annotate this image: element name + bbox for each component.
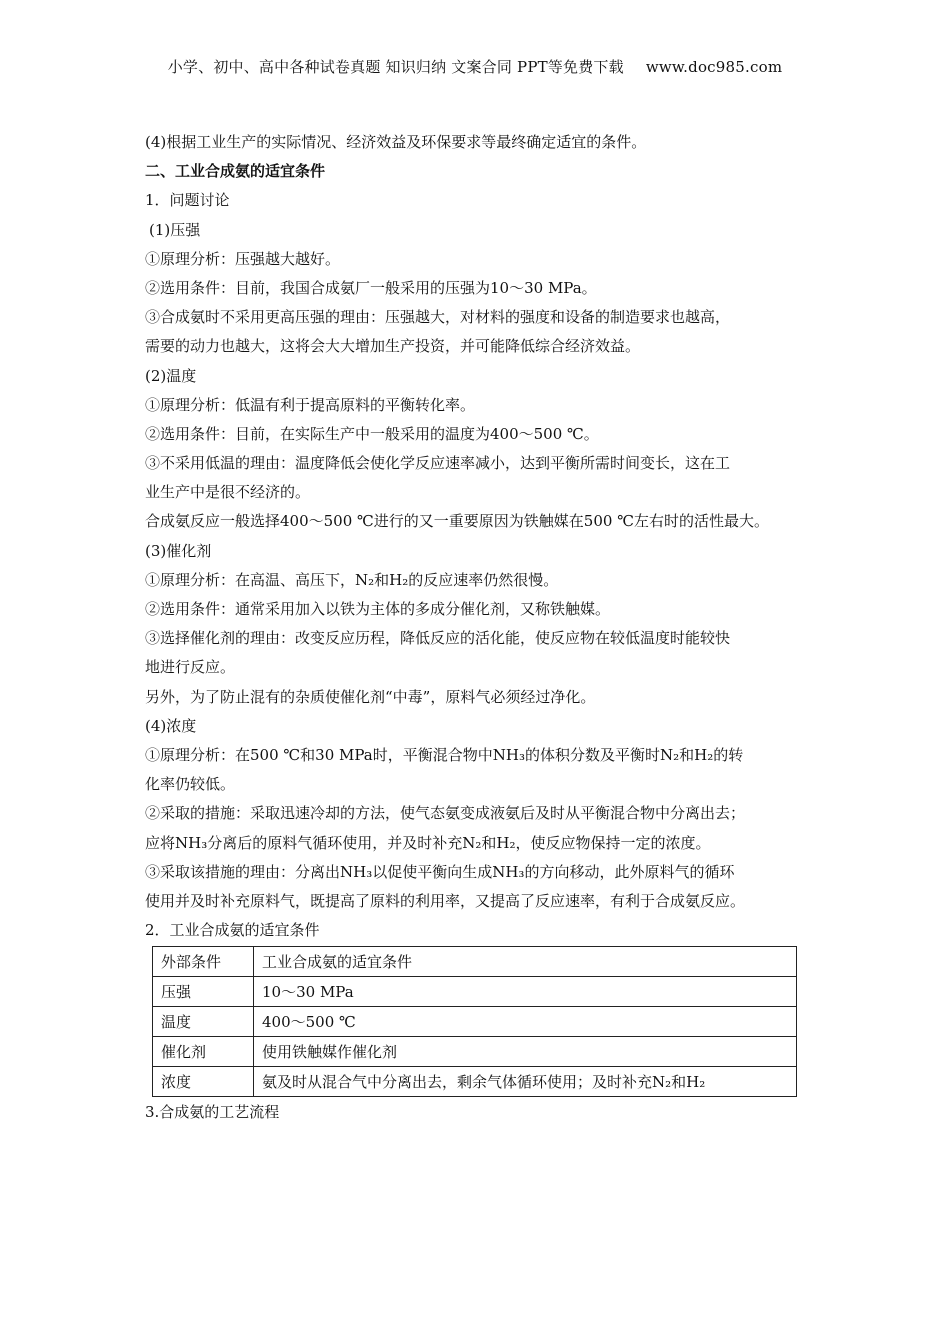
table-header-row xyxy=(153,947,797,977)
table-row xyxy=(153,1007,797,1037)
table-cell: 氨及时从混合气中分离出去，剩余气体循环使用；及时补充N₂和H₂ xyxy=(254,1067,797,1097)
paragraph-line: ③选择催化剂的理由：改变反应历程，降低反应的活化能，使反应物在较低温度时能较快 xyxy=(145,629,731,648)
paragraph-line: ①原理分析：低温有利于提高原料的平衡转化率。 xyxy=(145,395,476,414)
paragraph-line: 化率仍较低。 xyxy=(145,775,236,794)
table-header-cell: 工业合成氨的适宜条件 xyxy=(254,947,797,977)
topic-heading-pressure: (1)压强 xyxy=(149,220,201,239)
page-header xyxy=(0,56,950,77)
paragraph-line: 合成氨反应一般选择400～500 ℃进行的又一重要原因为铁触媒在500 ℃左右时的活性最大。 xyxy=(145,512,769,531)
subsection-heading: 3.合成氨的工艺流程 xyxy=(145,1103,280,1122)
section-heading: 二、工业合成氨的适宜条件 xyxy=(145,162,326,181)
table-cell: 浓度 xyxy=(153,1067,254,1097)
paragraph-line: ①原理分析：在高温、高压下，N₂和H₂的反应速率仍然很慢。 xyxy=(145,570,559,589)
paragraph-line: ③合成氨时不采用更高压强的理由：压强越大，对材料的强度和设备的制造要求也越高， xyxy=(145,308,731,327)
paragraph-line: ①原理分析：压强越大越好。 xyxy=(145,249,341,268)
topic-heading-concentration: (4)浓度 xyxy=(145,716,197,735)
table-row xyxy=(153,977,797,1007)
paragraph-line: ②选用条件：通常采用加入以铁为主体的多成分催化剂，又称铁触媒。 xyxy=(145,600,611,618)
paragraph-line: (4)根据工业生产的实际情况、经济效益及环保要求等最终确定适宜的条件。 xyxy=(145,133,647,151)
paragraph-line: ②选用条件：目前，在实际生产中一般采用的温度为400～500 ℃。 xyxy=(145,424,599,443)
paragraph-line: 另外，为了防止混有的杂质使催化剂“中毒”，原料气必须经过净化。 xyxy=(145,687,596,706)
subsection-heading: 1．问题讨论 xyxy=(145,191,230,210)
paragraph-line: ②采取的措施：采取迅速冷却的方法，使气态氨变成液氨后及时从平衡混合物中分离出去； xyxy=(145,804,746,823)
topic-heading-temperature: (2)温度 xyxy=(145,366,197,385)
table-cell: 10～30 MPa xyxy=(254,977,797,1007)
table-cell: 压强 xyxy=(153,977,254,1007)
paragraph-line: 需要的动力也越大，这将会大大增加生产投资，并可能降低综合经济效益。 xyxy=(145,337,641,356)
table-cell: 400～500 ℃ xyxy=(254,1007,797,1037)
table-cell: 催化剂 xyxy=(153,1037,254,1067)
header-site-link[interactable]: www.doc985.com xyxy=(645,58,783,76)
topic-heading-catalyst: (3)催化剂 xyxy=(145,541,212,560)
paragraph-line: ③不采用低温的理由：温度降低会使化学反应速率减小，达到平衡所需时间变长，这在工 xyxy=(145,454,731,473)
table-row xyxy=(153,1067,797,1097)
paragraph-line: ①原理分析：在500 ℃和30 MPa时，平衡混合物中NH₃的体积分数及平衡时N₂和H₂的转 xyxy=(145,745,744,764)
table-row xyxy=(153,1037,797,1067)
document-body xyxy=(145,128,825,1127)
table-cell: 使用铁触媒作催化剂 xyxy=(254,1037,797,1067)
subsection-heading: 2．工业合成氨的适宜条件 xyxy=(145,921,320,940)
paragraph-line: ③采取该措施的理由：分离出NH₃以促使平衡向生成NH₃的方向移动，此外原料气的循环 xyxy=(145,862,735,881)
table-header-cell: 外部条件 xyxy=(153,947,254,977)
paragraph-line: 应将NH₃分离后的原料气循环使用，并及时补充N₂和H₂，使反应物保持一定的浓度。 xyxy=(145,833,711,852)
paragraph-line: ②选用条件：目前，我国合成氨厂一般采用的压强为10～30 MPa。 xyxy=(145,278,597,297)
paragraph-line: 地进行反应。 xyxy=(145,658,236,677)
header-text: 小学、初中、高中各种试卷真题 知识归纳 文案合同 PPT等免费下载 xyxy=(167,58,624,76)
conditions-table xyxy=(152,946,797,1097)
table-cell: 温度 xyxy=(153,1007,254,1037)
paragraph-line: 使用并及时补充原料气，既提高了原料的利用率，又提高了反应速率，有利于合成氨反应。 xyxy=(145,891,746,910)
paragraph-line: 业生产中是很不经济的。 xyxy=(145,483,311,502)
